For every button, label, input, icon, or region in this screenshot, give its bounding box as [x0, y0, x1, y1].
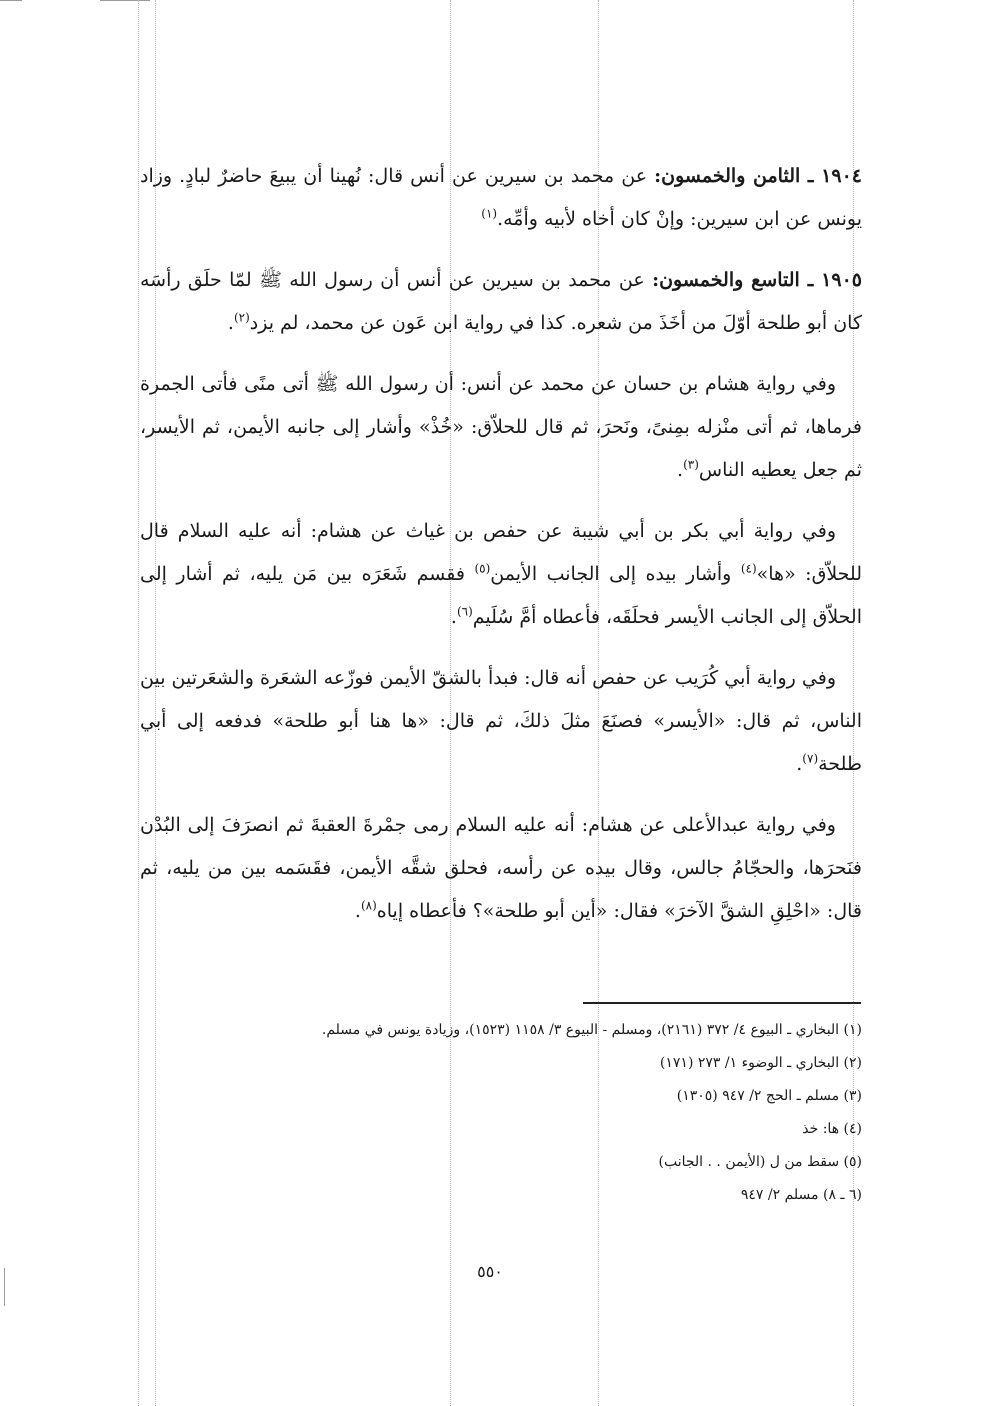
text-run: عن محمد بن سيرين عن أنس قال: نُهينا أن يبيعَ حاضرٌ لبادٍ. وزاد يونس عن ابن سيرين: وإنْ كان أخاه لأبيه وأمِّه.: [140, 165, 862, 230]
footnote-marker: (٨): [360, 898, 377, 913]
footnote-marker: (٤): [740, 561, 757, 576]
footnote: (٢) البخاري ـ الوضوء ١/ ٢٧٣ (١٧١): [659, 1055, 862, 1071]
footnote-marker: (٣): [683, 457, 699, 472]
footnotes: [150, 1014, 862, 1212]
text-run: .: [354, 900, 361, 922]
text-run: عن محمد بن سيرين عن أنس أن رسول الله ﷺ لمّا حلَق رأسَه كان أبو طلحة أوّلَ من أخَذَ من شعره. كذا في رواية ابن عَون عن محمد، لم يزد: [140, 269, 862, 334]
paragraph: [140, 259, 862, 345]
text-run: وفي رواية هشام بن حسان عن محمد عن أنس: أن رسول الله ﷺ أتى منًى فأتى الجمرة فرماها، ثم أتى منْزله بمِنىً، ونَحرَ، ثم قال للحلاّق: «خُذْ» وأشار إلى جانبه الأيمن، ثم الأيسر، ثم جعل يعطيه الناس: [140, 373, 862, 481]
footnote-marker: (٧): [802, 751, 819, 766]
text-run: .: [450, 606, 457, 628]
text-run: وأشار بيده إلى الجانب الأيمن: [490, 563, 741, 585]
scan-edge-line: [0, 0, 22, 1]
footnote-marker: (٦): [456, 604, 473, 619]
footnote-marker: (١): [481, 206, 498, 221]
paragraph: [140, 510, 862, 639]
footnote-separator: [583, 1002, 861, 1004]
scan-edge-line: [4, 1268, 5, 1306]
footnote: (٣) مسلم ـ الحج ٢/ ٩٤٧ (١٣٠٥): [676, 1088, 862, 1104]
paragraph: [140, 657, 862, 786]
footnote: (٥) سقط من ل (الأيمن . . الجانب): [658, 1154, 862, 1170]
footnote: (٤) ها: خذ: [802, 1121, 862, 1137]
text-run: .: [227, 312, 234, 334]
paragraph: [140, 804, 862, 933]
hadith-number-heading: ١٩٠٥ ـ التاسع والخمسون:: [652, 269, 862, 291]
text-run: فقسم شَعَرَه بين مَن يليه، ثم أشار إلى الحلاّق إلى الجانب الأيسر فحلَقَه، فأعطاه أمَّ سُلَيم: [140, 563, 862, 628]
text-run: وفي رواية عبدالأعلى عن هشام: أنه عليه السلام رمى جمْرةَ العقبةَ ثم انصرَفَ إلى البُدْن فنَحرَها، والحجّامُ جالس، وقال بيده عن رأسه، فحلق شقَّه الأيمن، فقَسَمه بين من يليه، ثم قال: «احْلِقِ الشقَّ الآخرَ» فقال: «أين أبو طلحة»؟ فأعطاه إياه: [140, 814, 862, 922]
page-number: ٥٥٠: [477, 1262, 503, 1281]
hadith-number-heading: ١٩٠٤ ـ الثامن والخمسون:: [654, 165, 862, 187]
paragraph: [140, 363, 862, 492]
footnote-marker: (٥): [474, 561, 491, 576]
footnote-marker: (٢): [233, 310, 250, 325]
scan-edge-line: [100, 0, 150, 1]
paragraph: [140, 155, 862, 241]
text-run: وفي رواية أبي كُرَيب عن حفص أنه قال: فبدأ بالشقّ الأيمن فوزّعه الشعَرة والشعَرتين بين الناس، ثم قال: «الأيسر» فصنَعَ مثلَ ذلكَ، ثم قال: «ها هنا أبو طلحة» فدفعه إلى أبي طلحة: [140, 667, 862, 775]
main-text: [140, 155, 862, 951]
scan-guide-line: [138, 0, 139, 1406]
text-run: .: [796, 753, 803, 775]
footnote: (١) البخاري ـ البيوع ٤/ ٣٧٢ (٢١٦١)، ومسلم - البيوع ٣/ ١١٥٨ (١٥٢٣)، وزيادة يونس في مسلم.: [321, 1022, 862, 1038]
text-run: .: [677, 459, 684, 481]
text-run: وفي رواية أبي بكر بن أبي شيبة عن حفص بن غياث عن هشام: أنه عليه السلام قال للحلاّق: «ها»: [140, 520, 863, 585]
footnote: (٦ ـ ٨) مسلم ٢/ ٩٤٧: [740, 1187, 862, 1203]
